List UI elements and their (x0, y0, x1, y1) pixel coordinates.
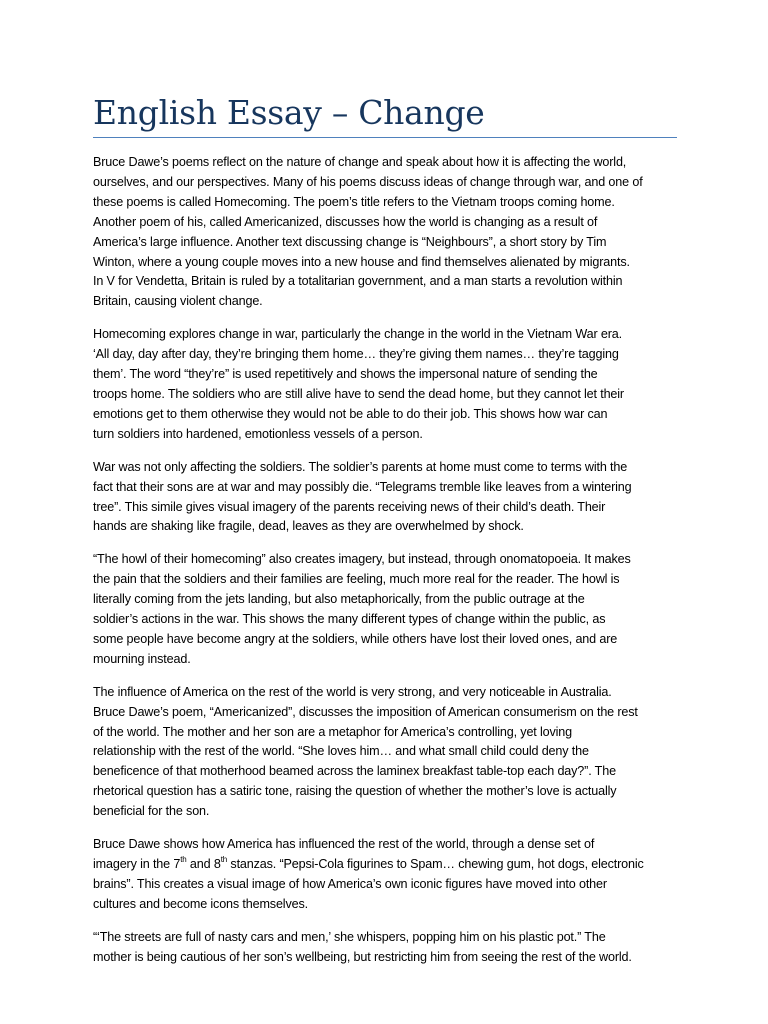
ordinal-suffix: th (180, 854, 187, 864)
paragraph-3 (93, 458, 683, 538)
text-line: tree”. This simile gives visual imagery of the parents receiving news of their child’s death. Their (93, 499, 606, 514)
essay-body (93, 153, 683, 981)
paragraph-6 (93, 835, 683, 915)
text-run: imagery in the 7 (93, 857, 181, 871)
text-line: emotions get to them otherwise they would not be able to do their job. This shows how war can (93, 406, 608, 421)
paragraph-5 (93, 683, 683, 822)
text-line: Homecoming explores change in war, particularly the change in the world in the Vietnam War era. (93, 327, 622, 342)
text-line: turn soldiers into hardened, emotionless vessels of a person. (93, 426, 423, 441)
text-line: Winton, where a young couple moves into a new house and find themselves alienated by migrants. (93, 254, 630, 269)
text-line: cultures and become icons themselves. (93, 896, 308, 911)
text-line: of the world. The mother and her son are a metaphor for America’s controlling, yet loving (93, 724, 572, 739)
text-line: fact that their sons are at war and may possibly die. “Telegrams tremble like leaves from a wintering (93, 479, 632, 494)
text-run: and 8 (186, 857, 221, 871)
text-line: “The howl of their homecoming” also creates imagery, but instead, through onomatopoeia. It makes (93, 552, 631, 567)
text-line: rhetorical question has a satiric tone, raising the question of whether the mother’s love is actually (93, 784, 617, 799)
text-line: Britain, causing violent change. (93, 294, 263, 309)
text-line: The influence of America on the rest of the world is very strong, and very noticeable in Australia. (93, 684, 612, 699)
paragraph-1 (93, 153, 683, 312)
text-line: these poems is called Homecoming. The poem’s title refers to the Vietnam troops coming home. (93, 194, 615, 209)
text-line: literally coming from the jets landing, but also metaphorically, from the public outrage at the (93, 592, 585, 607)
text-line: War was not only affecting the soldiers. The soldier’s parents at home must come to terms with the (93, 459, 628, 474)
text-line: them’. The word “they’re” is used repetitively and shows the impersonal nature of sending the (93, 367, 598, 382)
text-line: brains”. This creates a visual image of how America’s own iconic figures have moved into other (93, 876, 607, 891)
paragraph-4 (93, 550, 683, 669)
text-line: mother is being cautious of her son’s wellbeing, but restricting him from seeing the rest of the world. (93, 949, 632, 964)
text-line: “‘The streets are full of nasty cars and men,’ she whispers, popping him on his plastic pot.” The (93, 929, 606, 944)
text-line: Another poem of his, called Americanized, discusses how the world is changing as a result of (93, 214, 598, 229)
text-line: beneficence of that motherhood beamed across the laminex breakfast table-top each day?”. The (93, 764, 616, 779)
page-title: English Essay – Change (93, 93, 485, 132)
text-line: relationship with the rest of the world. “She loves him… and what small child could deny the (93, 744, 589, 759)
text-line: some people have become angry at the soldiers, while others have lost their loved ones, and are (93, 631, 618, 646)
text-line: ‘All day, day after day, they’re bringing them home… they’re giving them names… they’re tagging (93, 347, 619, 362)
text-line: In V for Vendetta, Britain is ruled by a totalitarian government, and a man starts a revolution within (93, 274, 623, 289)
title-divider (93, 137, 677, 138)
paragraph-7 (93, 928, 683, 968)
text-line: mourning instead. (93, 651, 191, 666)
text-line: hands are shaking like fragile, dead, leaves as they are overwhelmed by shock. (93, 519, 524, 534)
text-line: beneficial for the son. (93, 804, 210, 819)
text-line: soldier’s actions in the war. This shows the many different types of change within the public, as (93, 612, 606, 627)
text-line: troops home. The soldiers who are still alive have to send the dead home, but they cannot let their (93, 386, 624, 401)
paragraph-2 (93, 325, 683, 444)
text-line: Bruce Dawe’s poems reflect on the nature of change and speak about how it is affecting the world, (93, 155, 627, 169)
text-line: the pain that the soldiers and their families are feeling, much more real for the reader. The howl is (93, 572, 620, 587)
text-line-with-superscripts (93, 855, 683, 875)
text-line: Bruce Dawe shows how America has influenced the rest of the world, through a dense set of (93, 837, 595, 852)
text-line: ourselves, and our perspectives. Many of his poems discuss ideas of change through war, and one of (93, 174, 643, 189)
text-run: stanzas. “Pepsi-Cola figurines to Spam… chewing gum, hot dogs, electronic (227, 857, 644, 871)
ordinal-suffix: th (220, 854, 228, 864)
text-line: Bruce Dawe’s poem, “Americanized”, discusses the imposition of American consumerism on the rest (93, 704, 638, 719)
text-line: America’s large influence. Another text discussing change is “Neighbours”, a short story by Tim (93, 234, 607, 249)
